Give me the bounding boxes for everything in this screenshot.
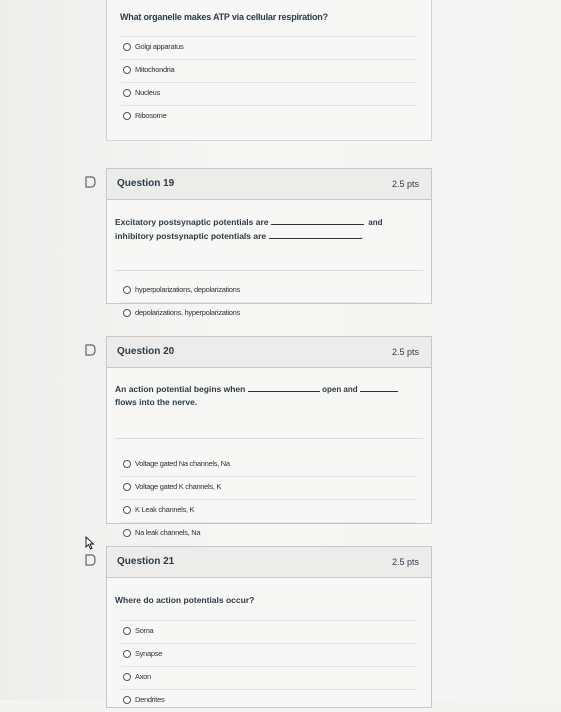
question-text: What organelle makes ATP via cellular respiration? bbox=[120, 12, 328, 22]
mouse-cursor-icon bbox=[84, 536, 98, 550]
answer-label: depolarizations, hyperpolarizations bbox=[135, 308, 240, 317]
answer-list bbox=[107, 36, 431, 128]
question-points: 2.5 pts bbox=[391, 179, 419, 189]
answer-label: Mitochondria bbox=[135, 65, 175, 74]
answer-option[interactable] bbox=[121, 302, 417, 325]
stem-text: . bbox=[360, 231, 363, 241]
question-header bbox=[107, 169, 431, 200]
radio-button[interactable] bbox=[123, 483, 131, 491]
question-21-card bbox=[106, 546, 432, 708]
divider bbox=[115, 438, 423, 439]
answer-option[interactable] bbox=[121, 620, 417, 643]
answer-option[interactable] bbox=[121, 476, 417, 499]
answer-label: Na leak channels, Na bbox=[135, 528, 201, 537]
question-stem bbox=[115, 215, 425, 243]
radio-button[interactable] bbox=[123, 529, 131, 537]
question-stem bbox=[115, 382, 430, 409]
radio-button[interactable] bbox=[123, 43, 131, 51]
question-stem: Where do action potentials occur? bbox=[115, 595, 255, 605]
radio-button[interactable] bbox=[123, 673, 131, 681]
question-18-card bbox=[106, 0, 432, 141]
stem-text: flows into the nerve. bbox=[115, 397, 198, 407]
stem-text: Excitatory postsynaptic potentials are bbox=[115, 217, 269, 227]
answer-option[interactable] bbox=[121, 522, 417, 545]
radio-button[interactable] bbox=[123, 696, 131, 704]
answer-label: Synapse bbox=[135, 649, 163, 658]
answer-label: Voltage gated Na channels, Na bbox=[135, 459, 230, 468]
answer-label: Axon bbox=[135, 672, 151, 681]
answer-option[interactable] bbox=[121, 280, 417, 302]
answer-list bbox=[107, 454, 431, 545]
answer-option[interactable] bbox=[121, 666, 417, 689]
question-header bbox=[107, 547, 431, 578]
answer-option[interactable] bbox=[121, 454, 417, 476]
question-title: Question 20 bbox=[117, 346, 175, 357]
answer-label: K Leak channels, K bbox=[135, 505, 195, 514]
question-points: 2.5 pts bbox=[391, 347, 419, 357]
blank-dropdown-1[interactable] bbox=[271, 215, 364, 225]
divider bbox=[115, 270, 423, 271]
answer-option[interactable] bbox=[121, 59, 417, 82]
question-20-card bbox=[106, 336, 432, 537]
answer-option[interactable] bbox=[121, 36, 417, 59]
answer-list bbox=[107, 620, 431, 712]
answer-option[interactable] bbox=[121, 105, 417, 128]
radio-button[interactable] bbox=[123, 112, 131, 120]
radio-button[interactable] bbox=[123, 506, 131, 514]
answer-label: Ribosome bbox=[135, 111, 167, 120]
radio-button[interactable] bbox=[123, 627, 131, 635]
radio-button[interactable] bbox=[123, 309, 131, 317]
question-title: Question 21 bbox=[117, 556, 175, 567]
blank-dropdown-2[interactable] bbox=[360, 382, 398, 392]
radio-button[interactable] bbox=[123, 460, 131, 468]
blank-dropdown-1[interactable] bbox=[248, 382, 320, 392]
answer-option[interactable] bbox=[121, 689, 417, 712]
radio-button[interactable] bbox=[123, 286, 131, 294]
blank-dropdown-2[interactable] bbox=[269, 229, 361, 239]
radio-button[interactable] bbox=[123, 650, 131, 658]
answer-option[interactable] bbox=[121, 643, 417, 666]
answer-label: hyperpolarizations, depolarizations bbox=[135, 285, 240, 294]
flag-question-icon[interactable] bbox=[85, 176, 96, 188]
question-19-card bbox=[106, 168, 432, 317]
answer-label: Voltage gated K channels, K bbox=[135, 482, 222, 491]
stem-text: and bbox=[368, 218, 383, 227]
question-title: Question 19 bbox=[117, 178, 175, 189]
answer-label: Nucleus bbox=[135, 88, 160, 97]
radio-button[interactable] bbox=[123, 66, 131, 74]
answer-label: Dendrites bbox=[135, 695, 165, 704]
stem-text: An action potential begins when bbox=[115, 384, 246, 394]
flag-question-icon[interactable] bbox=[85, 554, 96, 566]
flag-question-icon[interactable] bbox=[85, 344, 96, 356]
stem-text: inhibitory postsynaptic potentials are bbox=[115, 231, 267, 241]
answer-label: Golgi apparatus bbox=[135, 42, 184, 51]
answer-label: Soma bbox=[135, 626, 154, 635]
answer-option[interactable] bbox=[121, 499, 417, 522]
stem-text: open and bbox=[322, 385, 358, 394]
question-header bbox=[107, 337, 431, 368]
radio-button[interactable] bbox=[123, 89, 131, 97]
answer-option[interactable] bbox=[121, 82, 417, 105]
answer-list bbox=[107, 280, 431, 325]
question-points: 2.5 pts bbox=[391, 557, 419, 567]
